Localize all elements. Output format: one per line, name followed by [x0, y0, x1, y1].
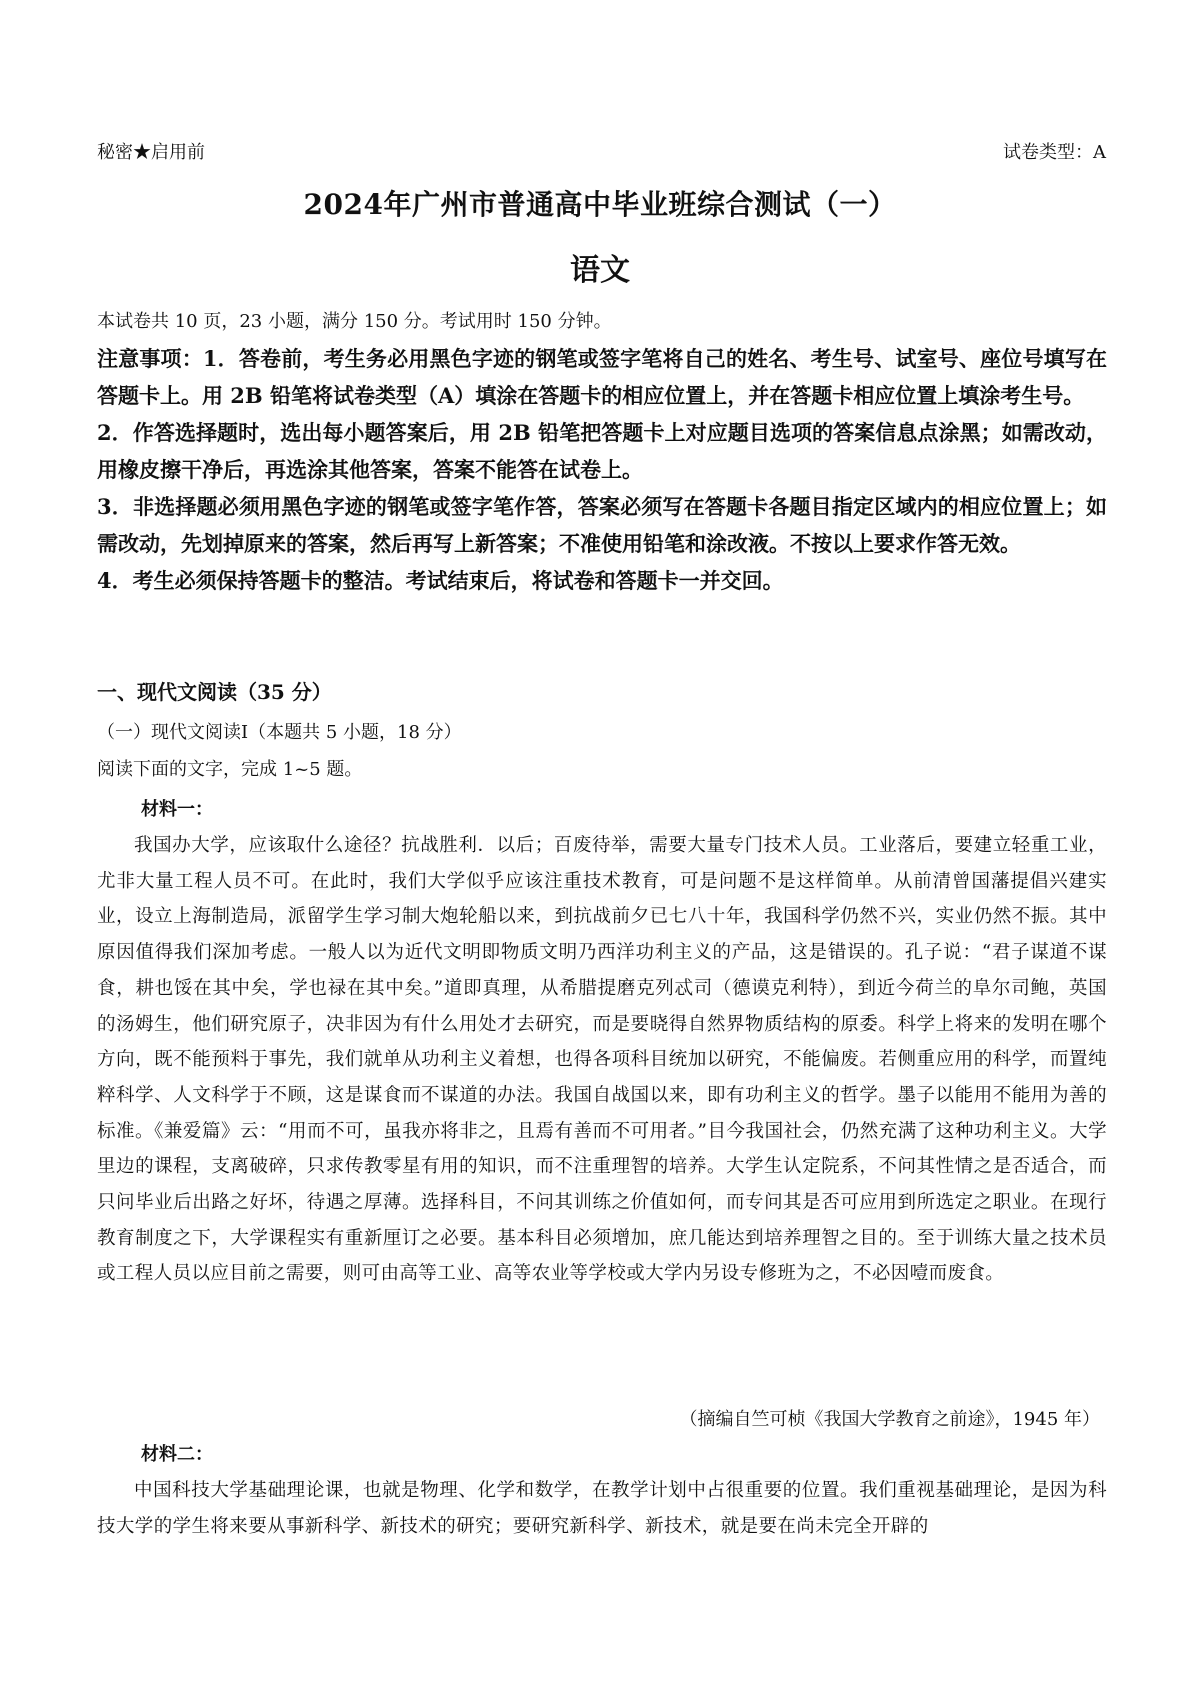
section-heading: 一、现代文阅读（35 分）: [97, 680, 332, 704]
material-two-label: 材料二：: [141, 1444, 213, 1465]
subsection-heading: （一）现代文阅读Ⅰ（本题共 5 小题，18 分）: [97, 722, 462, 743]
note-item: 3．非选择题必须用黑色字迹的钢笔或签字笔作答，答案必须写在答题卡各题目指定区域内的相应位置上；如需改动，先划掉原来的答案，然后再写上新答案；不准使用铅笔和涂改液。不按以上要求作答无效。: [97, 494, 1107, 556]
material-two-paragraph: 中国科技大学基础理论课，也就是物理、化学和数学，在教学计划中占很重要的位置。我们重视基础理论，是因为科技大学的学生将来要从事新科学、新技术的研究；要研究新科学、新技术，就是要在尚未完全开辟的: [97, 1480, 1107, 1537]
note-item: 4．考生必须保持答题卡的整洁。考试结束后，将试卷和答题卡一并交回。: [97, 568, 784, 593]
paper-type-label: 试卷类型：A: [1003, 142, 1106, 163]
subject-title: 语文: [570, 253, 630, 288]
material-one-label: 材料一：: [141, 799, 213, 820]
material-two-text: [97, 1473, 1107, 1544]
exam-title: 2024年广州市普通高中毕业班综合测试（一）: [303, 188, 897, 221]
note-item: 2．作答选择题时，选出每小题答案后，用 2B 铅笔把答题卡上对应题目选项的答案信息点涂黑；如需改动，用橡皮擦干净后，再选涂其他答案，答案不能答在试卷上。: [97, 420, 1107, 482]
exam-intro: 本试卷共 10 页，23 小题，满分 150 分。考试用时 150 分钟。: [97, 311, 612, 332]
confidential-label: 秘密★启用前: [97, 142, 205, 163]
reading-instruction: 阅读下面的文字，完成 1~5 题。: [97, 759, 363, 780]
material-one-paragraph: 我国办大学，应该取什么途径？抗战胜利．以后；百废待举，需要大量专门技术人员。工业落后，要建立轻重工业，尤非大量工程人员不可。在此时，我们大学似乎应该注重技术教育，可是问题不是这样简单。从前清曾国藩提倡兴建实业，设立上海制造局，派留学生学习制大炮轮船以来，到抗战前夕已七八十年，我国科学仍然不兴，实业仍然不振。其中原因值得我们深加考虑。一般人以为近代文明即物质文明乃西洋功利主义的产品，这是错误的。孔子说：“君子谋道不谋食，耕也馁在其中矣，学也禄在其中矣。”道即真理，从希腊提磨克列忒司（德谟克利特），到近今荷兰的阜尔司鲍，英国的汤姆生，他们研究原子，决非因为有什么用处才去研究，而是要晓得自然界物质结构的原委。科学上将来的发明在哪个方向，既不能预料于事先，我们就单从功利主义着想，也得各项科目统加以研究，不能偏废。若侧重应用的科学，而置纯粹科学、人文科学于不顾，这是谋食而不谋道的办法。我国自战国以来，即有功利主义的哲学。墨子以能用不能用为善的标准。《兼爱篇》云：“用而不可，虽我亦将非之，且焉有善而不可用者。”目今我国社会，仍然充满了这种功利主义。大学里边的课程，支离破碎，只求传教零星有用的知识，而不注重理智的培养。大学生认定院系，不问其性情之是否适合，而只问毕业后出路之好坏，待遇之厚薄。选择科目，不问其训练之价值如何，而专问其是否可应用到所选定之职业。在现行教育制度之下，大学课程实有重新厘订之必要。基本科目必须增加，庶几能达到培养理智之目的。至于训练大量之技术员或工程人员以应目前之需要，则可由高等工业、高等农业等学校或大学内另设专修班为之，不必因噎而废食。: [97, 835, 1107, 1285]
notes-section: [97, 340, 1107, 599]
note-item: 注意事项：1．答卷前，考生务必用黑色字迹的钢笔或签字笔将自己的姓名、考生号、试室号、座位号填写在答题卡上。用 2B 铅笔将试卷类型（A）填涂在答题卡的相应位置上，并在答题卡相应位置上填涂考生号。: [97, 346, 1107, 408]
material-one-source: （摘编自竺可桢《我国大学教育之前途》，1945 年）: [679, 1409, 1100, 1430]
material-one-text: [97, 828, 1107, 1292]
